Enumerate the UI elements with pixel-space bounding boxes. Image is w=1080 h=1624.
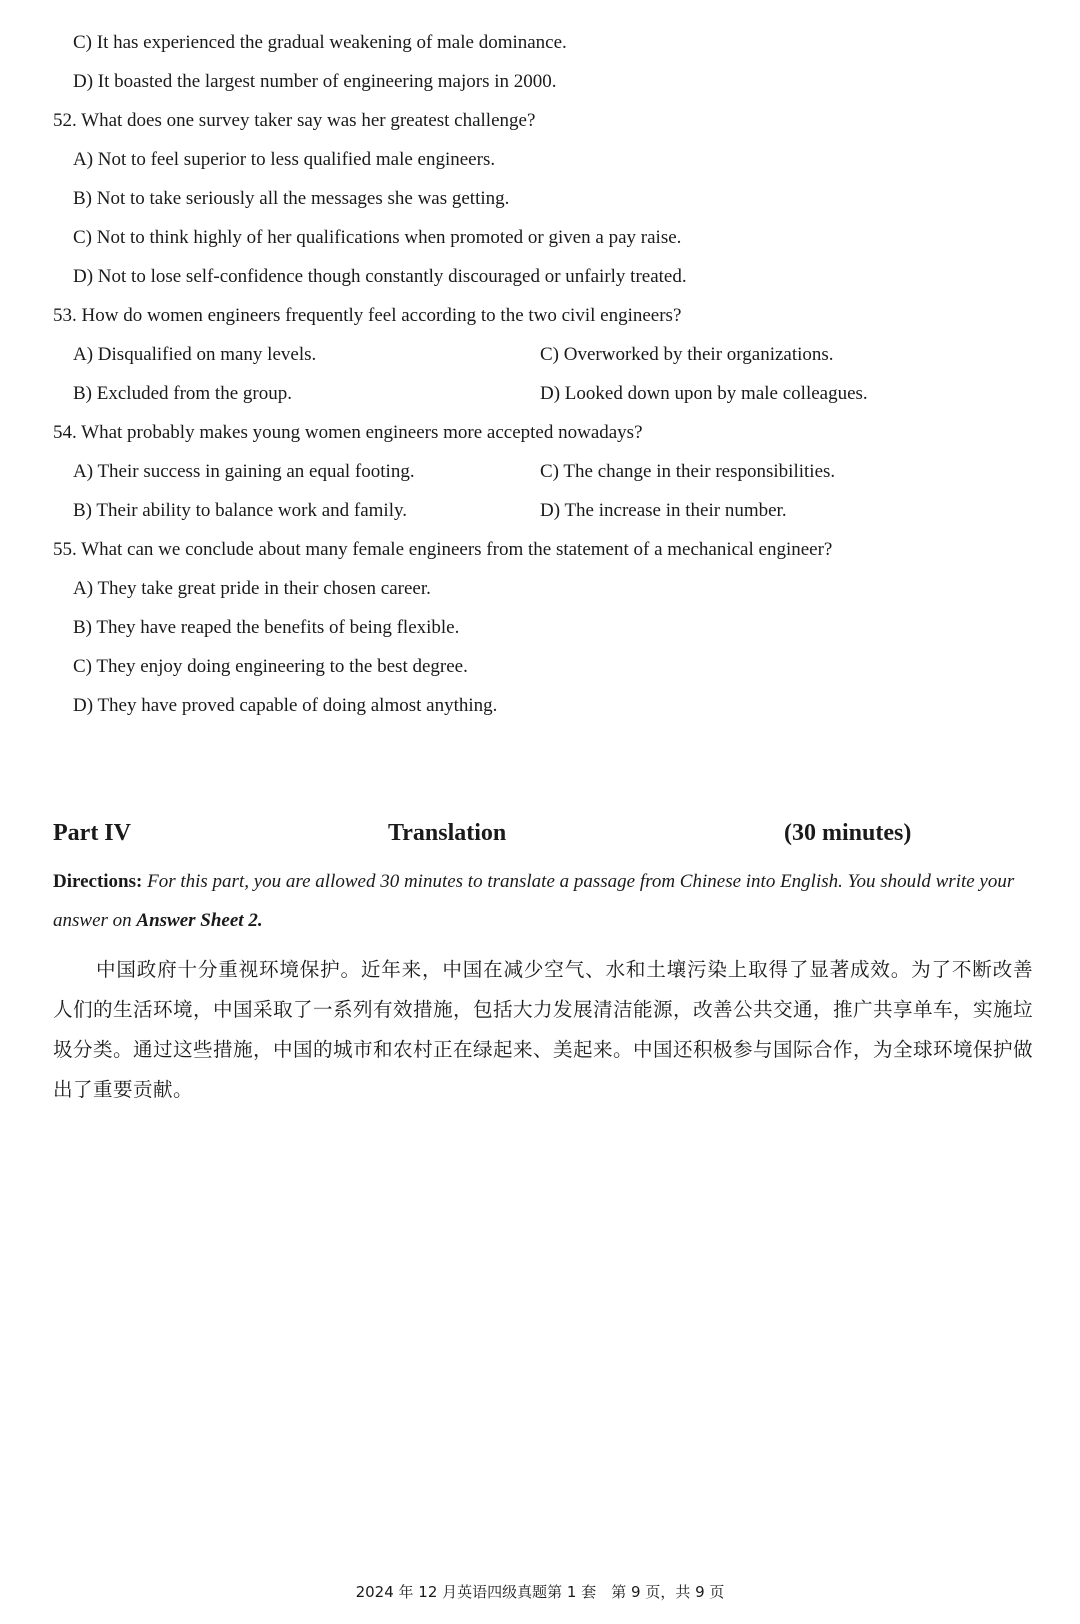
q53-option-b: B) Excluded from the group. [73,383,292,404]
q52-option-a: A) Not to feel superior to less qualified male engineers. [73,149,496,170]
q55-option-c: C) They enjoy doing engineering to the best degree. [73,656,468,677]
directions-label: Directions: [53,871,143,892]
q54-option-c: C) The change in their responsibilities. [540,461,836,482]
page-footer: 2024 年 12 月英语四级真题第 1 套 第 9 页，共 9 页 [355,1583,725,1601]
q52-option-c: C) Not to think highly of her qualifications when promoted or given a pay raise. [73,227,682,248]
q52-option-b: B) Not to take seriously all the messages she was getting. [73,188,510,209]
q54-stem: 54. What probably makes young women engineers more accepted nowadays? [53,422,643,443]
answer-sheet-reference: Answer Sheet 2. [136,910,263,931]
q54-option-d: D) The increase in their number. [540,500,787,521]
q53-option-a: A) Disqualified on many levels. [73,344,317,365]
q53-option-c: C) Overworked by their organizations. [540,344,834,365]
q55-option-b: B) They have reaped the benefits of being flexible. [73,617,460,638]
directions [53,862,1031,940]
q52-stem: 52. What does one survey taker say was her greatest challenge? [53,110,536,131]
q54-option-a: A) Their success in gaining an equal footing. [73,461,415,482]
q51-option-d: D) It boasted the largest number of engineering majors in 2000. [73,71,557,92]
directions-text: For this part, you are allowed 30 minutes to translate a passage from Chinese into English. You should write your answer on [53,871,1015,931]
q55-option-a: A) They take great pride in their chosen career. [73,578,431,599]
section-title: Translation [388,820,507,846]
q51-option-c: C) It has experienced the gradual weakening of male dominance. [73,32,567,53]
time-limit: (30 minutes) [784,820,912,846]
q55-option-d: D) They have proved capable of doing almost anything. [73,695,498,716]
translation-passage: 中国政府十分重视环境保护。近年来，中国在减少空气、水和土壤污染上取得了显著成效。为了不断改善人们的生活环境，中国采取了一系列有效措施，包括大力发展清洁能源，改善公共交通，推广共享单车，实施垃圾分类。通过这些措施，中国的城市和农村正在绿起来、美起来。中国还积极参与国际合作，为全球环境保护做出了重要贡献。 [53,958,1033,1101]
part-label: Part IV [53,820,131,846]
q54-option-b: B) Their ability to balance work and family. [73,500,407,521]
q53-option-d: D) Looked down upon by male colleagues. [540,383,868,404]
q53-stem: 53. How do women engineers frequently feel according to the two civil engineers? [53,305,682,326]
q55-stem: 55. What can we conclude about many female engineers from the statement of a mechanical engineer? [53,539,833,560]
q52-option-d: D) Not to lose self-confidence though constantly discouraged or unfairly treated. [73,266,687,287]
